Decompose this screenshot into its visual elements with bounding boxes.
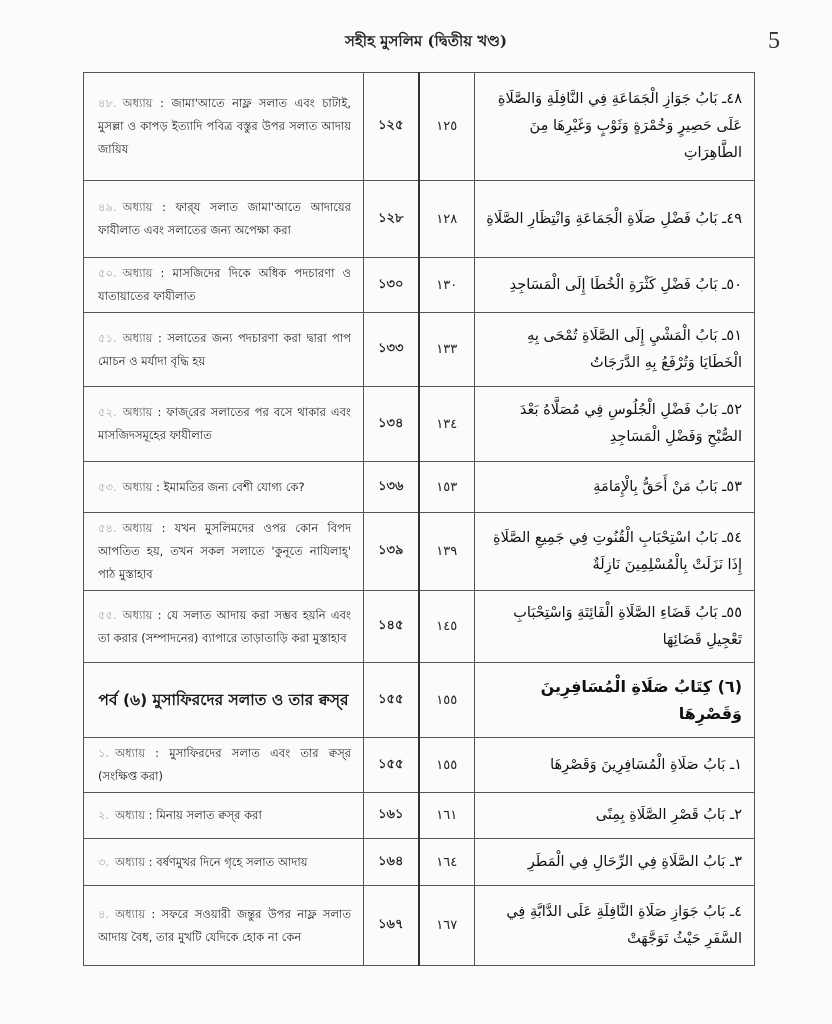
arabic-title-cell xyxy=(475,663,755,738)
chapter-number: ৫৪. xyxy=(98,521,117,535)
arabic-chapter-title: ٤٨ـ بَابُ جَوَازِ الْجَمَاعَةِ فِي النَّافِلَةِ وَالصَّلَاةِ عَلَى حَصِيرٍ وَخُمْرَةٍ وَثَوْبٍ وَغَيْرِهَا مِنَ الطَّاهِرَاتِ xyxy=(497,91,742,161)
chapter-label: অধ্যায় xyxy=(122,266,153,280)
bengali-title-cell: ৩. অধ্যায় : বর্ষণমুখর দিনে গৃহে সলাত আদায় xyxy=(84,839,364,886)
chapter-number: ৫৫. xyxy=(98,607,117,622)
bengali-title-cell: ৫২. অধ্যায় : ফাজ্‌রের সলাতের পর বসে থাকার এবং মাসজিদসমূহের ফাযীলাত xyxy=(84,387,364,462)
arabic-page-number[interactable]: ١٦٧ xyxy=(419,886,475,966)
bengali-chapter-title: সলাতের জন্য পদচারণা করা দ্বারা পাপ মোচন ও মর্যাদা বৃদ্ধি হয় xyxy=(98,330,351,368)
chapter-number: ২. xyxy=(98,808,110,822)
arabic-title-cell xyxy=(475,886,755,966)
bengali-page-number[interactable]: ১৫৫ xyxy=(364,663,419,738)
chapter-label: অধ্যায় xyxy=(122,405,153,419)
arabic-chapter-title: ١ـ بَابُ صَلَاةِ الْمُسَافِرِينَ وَقَصْرِهَا xyxy=(550,756,742,773)
arabic-page-number[interactable]: ١٢٨ xyxy=(419,181,475,258)
bengali-chapter-title: মিনায় সলাত ক্বস্‌র করা xyxy=(156,808,262,822)
arabic-page-number[interactable]: ١٢٥ xyxy=(419,73,475,181)
arabic-title-cell xyxy=(475,462,755,513)
chapter-label: অধ্যায় xyxy=(122,330,153,345)
arabic-chapter-title: ٥٠ـ بَابُ فَضْلِ كَثْرَةِ الْخُطَا إِلَى الْمَسَاجِدِ xyxy=(509,276,742,293)
arabic-title-cell xyxy=(475,591,755,663)
bengali-title-cell: ৫০. অধ্যায় : মাসজিদের দিকে অধিক পদচারণা ও যাতায়াতের ফাযীলাত xyxy=(84,258,364,313)
chapter-number: ১. xyxy=(98,746,110,760)
chapter-number: ৫০. xyxy=(98,266,117,280)
toc-row-p6-ch2 xyxy=(84,793,755,839)
bengali-page-number[interactable]: ১২৫ xyxy=(364,73,419,181)
arabic-chapter-title: ٥٥ـ بَابُ قَضَاءِ الصَّلَاةِ الْفَائِتَةِ وَاسْتِحْبَابِ تَعْجِيلِ قَضَائِهَا xyxy=(513,604,742,648)
bengali-page-number[interactable]: ১৩৩ xyxy=(364,313,419,387)
bengali-title-cell: ৫৪. অধ্যায় : যখন মুসলিমদের ওপর কোন বিপদ আপতিত হয়, তখন সকল সলাতে 'কুনূতে নাযিলাহ্' পাঠ মুস্তাহাব xyxy=(84,513,364,591)
toc-row-ch54 xyxy=(84,513,755,591)
chapter-number: ৩. xyxy=(98,854,110,869)
chapter-label: অধ্যায় xyxy=(115,906,145,921)
bengali-title-cell: ১. অধ্যায় : মুসাফিরদের সলাত এবং তার ক্বস্‌র (সংক্ষিপ্ত করা) xyxy=(84,738,364,793)
bengali-chapter-title: যে সলাত আদায় করা সম্ভব হয়নি এবং তা করার (সম্পাদনের) ব্যাপারে তাড়াতাড়ি করা মুস্তাহাব xyxy=(98,607,351,645)
bengali-title-cell: ৪. অধ্যায় : সফরে সওয়ারী জন্তুর উপর নাফ্ল সলাত আদায় বৈধ, তার মুখটি যেদিকে হোক না কেন xyxy=(84,886,364,966)
chapter-label: অধ্যায় xyxy=(122,521,153,535)
arabic-title-cell xyxy=(475,513,755,591)
toc-row-part-6 xyxy=(84,663,755,738)
toc-row-ch51 xyxy=(84,313,755,387)
bengali-chapter-title: যখন মুসলিমদের ওপর কোন বিপদ আপতিত হয়, তখন সকল সলাতে 'কুনূতে নাযিলাহ্' পাঠ মুস্তাহাব xyxy=(98,521,351,581)
arabic-chapter-title: ٥٢ـ بَابُ فَضْلِ الْجُلُوسِ فِي مُصَلَّاهُ بَعْدَ الصُّبْحِ وَفَضْلِ الْمَسَاجِدِ xyxy=(519,402,742,445)
bengali-page-number[interactable]: ১৪৫ xyxy=(364,591,419,663)
bengali-page-number[interactable]: ১৫৫ xyxy=(364,738,419,793)
toc-row-ch53 xyxy=(84,462,755,513)
arabic-title-cell xyxy=(475,258,755,313)
toc-row-p6-ch3 xyxy=(84,839,755,886)
bengali-title-cell: ৫৫. অধ্যায় : যে সলাত আদায় করা সম্ভব হয়নি এবং তা করার (সম্পাদনের) ব্যাপারে তাড়াতাড়ি করা মুস্তাহাব xyxy=(84,591,364,663)
bengali-title-cell: ৫৩. অধ্যায় : ইমামতির জন্য বেশী যোগ্য কে? xyxy=(84,462,364,513)
bengali-page-number[interactable]: ১৬১ xyxy=(364,793,419,839)
page-header xyxy=(0,28,832,58)
bengali-title-cell: ২. অধ্যায় : মিনায় সলাত ক্বস্‌র করা xyxy=(84,793,364,839)
chapter-number: ৫১. xyxy=(98,330,117,345)
toc-row-p6-ch1 xyxy=(84,738,755,793)
bengali-page-number[interactable]: ১৬৭ xyxy=(364,886,419,966)
bengali-chapter-title: বর্ষণমুখর দিনে গৃহে সলাত আদায় xyxy=(156,854,308,869)
arabic-title-cell xyxy=(475,738,755,793)
arabic-title-cell xyxy=(475,387,755,462)
chapter-number: ৪৮. xyxy=(98,96,117,110)
arabic-page-number[interactable]: ١٤٥ xyxy=(419,591,475,663)
bengali-title-cell: ৫১. অধ্যায় : সলাতের জন্য পদচারণা করা দ্বারা পাপ মোচন ও মর্যাদা বৃদ্ধি হয় xyxy=(84,313,364,387)
arabic-chapter-title: ٣ـ بَابُ الصَّلَاةِ فِي الرِّحَالِ فِي الْمَطَرِ xyxy=(527,853,742,870)
arabic-page-number[interactable]: ١٦٤ xyxy=(419,839,475,886)
toc-row-ch48 xyxy=(84,73,755,181)
bengali-page-number[interactable]: ১৩৬ xyxy=(364,462,419,513)
arabic-page-number[interactable]: ١٣٠ xyxy=(419,258,475,313)
bengali-page-number[interactable]: ১৬৪ xyxy=(364,839,419,886)
bengali-chapter-title: মাসজিদের দিকে অধিক পদচারণা ও যাতায়াতের ফাযীলাত xyxy=(98,266,351,303)
arabic-chapter-title: ٤٩ـ بَابُ فَضْلِ صَلَاةِ الْجَمَاعَةِ وَانْتِظَارِ الصَّلَاةِ xyxy=(486,210,742,227)
arabic-chapter-title: ٥٤ـ بَابُ اسْتِحْبَابِ الْقُنُوتِ فِي جَمِيعِ الصَّلَاةِ إِذَا نَزَلَتْ بِالْمُسْلِمِينَ نَازِلَةٌ xyxy=(493,529,742,573)
arabic-title-cell xyxy=(475,73,755,181)
book-title: সহীহ মুসলিম (দ্বিতীয় খণ্ড) xyxy=(345,32,508,50)
bengali-title-cell: ৪৯. অধ্যায় : ফার্‌য সলাত জামা'আতে আদায়ের ফাযীলাত এবং সলাতের জন্য অপেক্ষা করা xyxy=(84,181,364,258)
arabic-page-number[interactable]: ١٥٥ xyxy=(419,663,475,738)
chapter-label: অধ্যায় xyxy=(115,746,145,760)
arabic-title-cell xyxy=(475,839,755,886)
bengali-chapter-title: সফরে সওয়ারী জন্তুর উপর নাফ্ল সলাত আদায় বৈধ, তার মুখটি যেদিকে হোক না কেন xyxy=(98,906,351,944)
bengali-page-number[interactable]: ১৩৪ xyxy=(364,387,419,462)
bengali-chapter-title: ফাজ্‌রের সলাতের পর বসে থাকার এবং মাসজিদসমূহের ফাযীলাত xyxy=(98,405,351,442)
chapter-label: অধ্যায় xyxy=(122,479,153,494)
arabic-chapter-title: ٥٣ـ بَابُ مَنْ أَحَقُّ بِالْإِمَامَةِ xyxy=(593,478,742,495)
toc-row-p6-ch4 xyxy=(84,886,755,966)
arabic-title-cell xyxy=(475,313,755,387)
arabic-page-number[interactable]: ١٣٣ xyxy=(419,313,475,387)
part-title: পর্ব (৬) মুসাফিরদের সলাত ও তার ক্বস্‌র xyxy=(98,691,349,709)
chapter-label: অধ্যায় xyxy=(115,808,145,822)
arabic-page-number[interactable]: ١٥٥ xyxy=(419,738,475,793)
chapter-number: ৪. xyxy=(98,906,110,921)
arabic-page-number[interactable]: ١٥٣ xyxy=(419,462,475,513)
chapter-number: ৪৯. xyxy=(98,200,117,214)
arabic-title-cell xyxy=(475,793,755,839)
arabic-title-cell xyxy=(475,181,755,258)
chapter-label: অধ্যায় xyxy=(115,854,145,869)
arabic-chapter-title: ٤ـ بَابُ جَوَازِ صَلَاةِ النَّافِلَةِ عَلَى الدَّابَّةِ فِي السَّفَرِ حَيْثُ تَوَجَّهَتْ xyxy=(506,903,742,947)
toc-row-ch55 xyxy=(84,591,755,663)
page-number: 5 xyxy=(768,28,780,54)
chapter-number: ৫৩. xyxy=(98,479,117,494)
arabic-page-number[interactable]: ١٣٩ xyxy=(419,513,475,591)
arabic-part-title: (٦) كِتَابُ صَلَاةِ الْمُسَافِرِينَ وَقَصْرِهَا xyxy=(540,677,742,723)
toc-row-ch50 xyxy=(84,258,755,313)
chapter-label: অধ্যায় xyxy=(122,607,153,622)
arabic-page-number[interactable]: ١٦١ xyxy=(419,793,475,839)
arabic-page-number[interactable]: ١٣٤ xyxy=(419,387,475,462)
bengali-chapter-title: ফার্‌য সলাত জামা'আতে আদায়ের ফাযীলাত এবং সলাতের জন্য অপেক্ষা করা xyxy=(98,200,352,237)
bengali-title-cell xyxy=(84,663,364,738)
bengali-chapter-title: জামা'আতে নাফ্ল সলাত এবং চাটাই, মুসল্লা ও কাপড় ইত্যাদি পবিত্র বস্তুর উপর সলাত আদায় জায়িয xyxy=(98,96,352,156)
bengali-page-number[interactable]: ১২৮ xyxy=(364,181,419,258)
chapter-label: অধ্যায় xyxy=(122,200,153,214)
arabic-chapter-title: ٥١ـ بَابُ الْمَشْيِ إِلَى الصَّلَاةِ تُمْحَى بِهِ الْخَطَايَا وَتُرْفَعُ بِهِ الدَّرَجَاتُ xyxy=(527,327,742,371)
toc-row-ch49 xyxy=(84,181,755,258)
chapter-number: ৫২. xyxy=(98,405,117,419)
bengali-page-number[interactable]: ১৩৯ xyxy=(364,513,419,591)
bengali-title-cell: ৪৮. অধ্যায় : জামা'আতে নাফ্ল সলাত এবং চাটাই, মুসল্লা ও কাপড় ইত্যাদি পবিত্র বস্তুর উপর সলাত আদায় জায়িয xyxy=(84,73,364,181)
bengali-page-number[interactable]: ১৩০ xyxy=(364,258,419,313)
chapter-label: অধ্যায় xyxy=(122,96,153,110)
bengali-chapter-title: মুসাফিরদের সলাত এবং তার ক্বস্‌র (সংক্ষিপ্ত করা) xyxy=(98,746,351,783)
table-of-contents xyxy=(83,72,755,966)
bengali-chapter-title: ইমামতির জন্য বেশী যোগ্য কে? xyxy=(163,479,305,494)
arabic-chapter-title: ٢ـ بَابُ قَصْرِ الصَّلَاةِ بِمِنًى xyxy=(595,807,742,823)
toc-row-ch52 xyxy=(84,387,755,462)
